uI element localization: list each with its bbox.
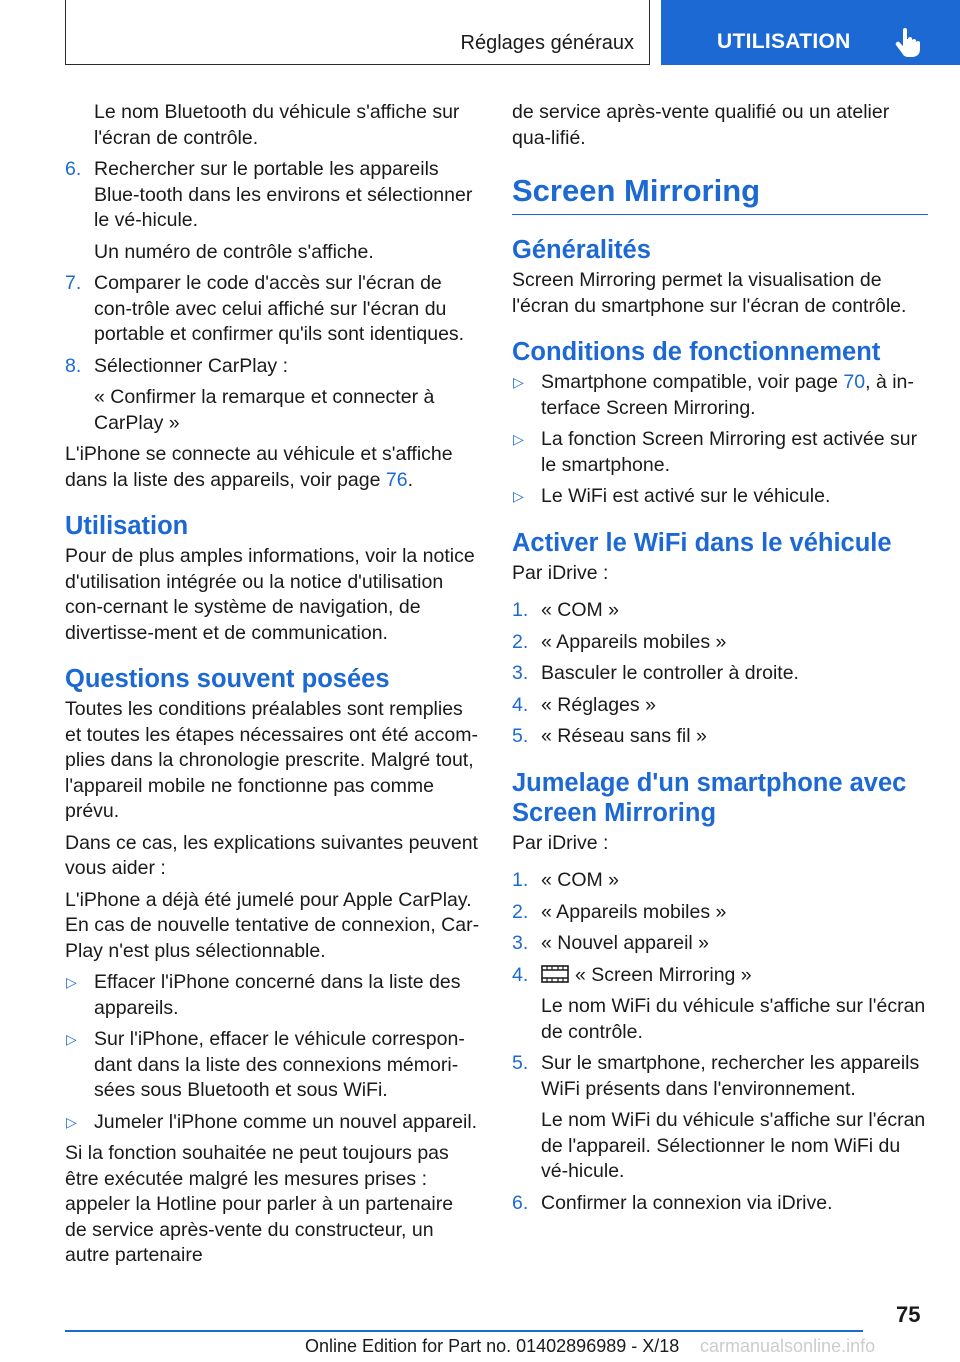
step-text: Confirmer la connexion via iDrive. <box>541 1191 833 1214</box>
chapter-label: UTILISATION <box>717 30 851 53</box>
paragraph <box>65 442 480 493</box>
list-item <box>512 931 928 957</box>
list-item <box>512 598 928 624</box>
step-number: 4. <box>512 963 529 986</box>
triangle-bullet-icon: ▷ <box>513 431 524 447</box>
triangle-bullet-icon: ▷ <box>66 974 77 990</box>
section-heading: Utilisation <box>65 512 189 540</box>
bullet-text: Smartphone compatible, voir page <box>541 371 844 393</box>
step-text: Sur le smartphone, rechercher les appareils WiFi présents dans l'environnement. <box>541 1052 920 1100</box>
step-number: 5. <box>512 725 529 747</box>
screen-mirroring-icon <box>541 964 569 984</box>
header-section-title: Réglages généraux <box>460 32 634 54</box>
step-number: 6. <box>65 158 82 180</box>
step-text: Sélectionner CarPlay : <box>94 354 289 377</box>
section-heading: Jumelage d'un smartphone avec Screen Mirroring <box>512 768 907 827</box>
paragraph: Screen Mirroring permet la visualisation de l'écran du smartphone sur l'écran de contrôle. <box>512 269 907 317</box>
bullet-text: Effacer l'iPhone concerné dans la liste des appareils. <box>94 971 461 1019</box>
step-number: 6. <box>512 1191 529 1214</box>
bullet-text: La fonction Screen Mirroring est activée sur le smartphone. <box>541 428 918 476</box>
paragraph: Toutes les conditions préalables sont remplies et toutes les étapes nécessaires ont été accom-plies dans la chronologie prescrite. Malgré tout, l'appareil mobile ne fonctionne pas comme prévu. <box>65 698 478 822</box>
page-link[interactable]: 76 <box>385 468 408 491</box>
list-item <box>512 693 928 719</box>
header-chapter-tab <box>661 0 960 65</box>
list-item <box>512 1191 928 1217</box>
left-column <box>65 100 480 1275</box>
section-heading: Généralités <box>512 236 651 264</box>
page-link[interactable]: 70 <box>843 371 866 393</box>
bullet-text: Sur l'iPhone, effacer le véhicule correspon-dant dans la liste des connexions mémori-sées sous Bluetooth et sous WiFi. <box>94 1028 465 1101</box>
step-number: 3. <box>512 662 529 684</box>
step-note: Le nom WiFi du véhicule s'affiche sur l'écran de l'appareil. Sélectionner le nom WiFi du vé-hicule. <box>541 1109 926 1182</box>
step-number: 5. <box>512 1052 529 1074</box>
step-number: 2. <box>512 900 529 923</box>
step-text: « Screen Mirroring » <box>575 963 752 986</box>
section-heading: Questions souvent posées <box>65 665 390 693</box>
list-item <box>512 1051 928 1102</box>
step-note: « Confirmer la remarque et connecter à CarPlay » <box>94 386 435 434</box>
step-number: 1. <box>512 869 529 891</box>
list-item <box>512 484 928 510</box>
list-item <box>512 370 928 421</box>
right-column <box>512 100 928 1222</box>
list-item <box>512 427 928 478</box>
step-number: 2. <box>512 630 529 653</box>
step-text: « Nouvel appareil » <box>541 932 710 954</box>
paragraph: Pour de plus amples informations, voir la notice d'utilisation intégrée ou la notice d'utilisation con-cernant le système de navigation, de divertisse-ment et de communication. <box>65 545 475 644</box>
paragraph: de service après-vente qualifié ou un atelier qua-lifié. <box>512 101 890 149</box>
list-item <box>65 1027 480 1104</box>
list-item <box>512 724 928 750</box>
chapter-heading: Screen Mirroring <box>512 173 928 215</box>
step-text: Basculer le controller à droite. <box>541 662 799 684</box>
step-text: Rechercher sur le portable les appareils Blue-tooth dans les environs et sélectionner le vé-hicule. <box>94 158 473 231</box>
list-item <box>65 970 480 1021</box>
footer-rule <box>65 1330 863 1332</box>
step-number: 4. <box>512 693 529 716</box>
triangle-bullet-icon: ▷ <box>66 1113 77 1130</box>
step-text: « Réglages » <box>541 693 656 716</box>
list-item <box>65 271 480 348</box>
list-item <box>512 963 928 989</box>
bullet-text: , à in-terface Screen Mirroring. <box>541 371 914 419</box>
step-text: « Appareils mobiles » <box>541 630 727 653</box>
watermark: carmanualsonline.info <box>700 1336 876 1356</box>
step-text: « COM » <box>541 599 620 621</box>
triangle-bullet-icon: ▷ <box>513 488 524 504</box>
list-item <box>512 900 928 926</box>
hand-pointer-icon <box>895 27 921 57</box>
paragraph: Le nom Bluetooth du véhicule s'affiche sur l'écran de contrôle. <box>94 101 460 149</box>
step-text: Comparer le code d'accès sur l'écran de con-trôle avec celui affiché sur l'écran du portable et confirmer qu'ils sont identiques. <box>94 272 465 345</box>
paragraph-text: . <box>407 468 413 491</box>
triangle-bullet-icon: ▷ <box>513 374 524 390</box>
bullet-text: Le WiFi est activé sur le véhicule. <box>541 485 831 507</box>
paragraph: Dans ce cas, les explications suivantes peuvent vous aider : <box>65 831 478 879</box>
step-number: 1. <box>512 599 529 621</box>
section-heading: Conditions de fonctionnement <box>512 338 881 366</box>
step-text: « Réseau sans fil » <box>541 725 707 747</box>
paragraph-text: L'iPhone se connecte au véhicule et s'affiche dans la liste des appareils, voir page <box>65 443 453 491</box>
step-note: Le nom WiFi du véhicule s'affiche sur l'écran de contrôle. <box>541 995 926 1043</box>
paragraph: Par iDrive : <box>512 831 609 854</box>
step-number: 8. <box>65 354 82 377</box>
step-number: 3. <box>512 932 529 954</box>
list-item <box>512 630 928 656</box>
list-item <box>65 1110 480 1136</box>
list-item <box>512 868 928 894</box>
triangle-bullet-icon: ▷ <box>66 1031 77 1047</box>
list-item <box>512 661 928 687</box>
bullet-text: Jumeler l'iPhone comme un nouvel appareil. <box>94 1110 478 1133</box>
edition-line: Online Edition for Part no. 01402896989 - X/18 <box>305 1336 680 1356</box>
step-text: « COM » <box>541 869 620 891</box>
list-item <box>65 157 480 234</box>
step-number: 7. <box>65 272 82 294</box>
step-note: Un numéro de contrôle s'affiche. <box>94 240 374 263</box>
paragraph: Si la fonction souhaitée ne peut toujours pas être exécutée malgré les mesures prises : appeler la Hotline pour parler à un partenaire de service après-vente du constructeur, un autre partenaire <box>65 1142 454 1266</box>
page-number: 75 <box>896 1302 921 1327</box>
list-item <box>65 354 480 380</box>
paragraph: L'iPhone a déjà été jumelé pour Apple CarPlay. En cas de nouvelle tentative de connexion, Car-Play n'est plus sélectionnable. <box>65 888 480 962</box>
step-text: « Appareils mobiles » <box>541 900 727 923</box>
paragraph: Par iDrive : <box>512 561 609 584</box>
section-heading: Activer le WiFi dans le véhicule <box>512 528 892 557</box>
